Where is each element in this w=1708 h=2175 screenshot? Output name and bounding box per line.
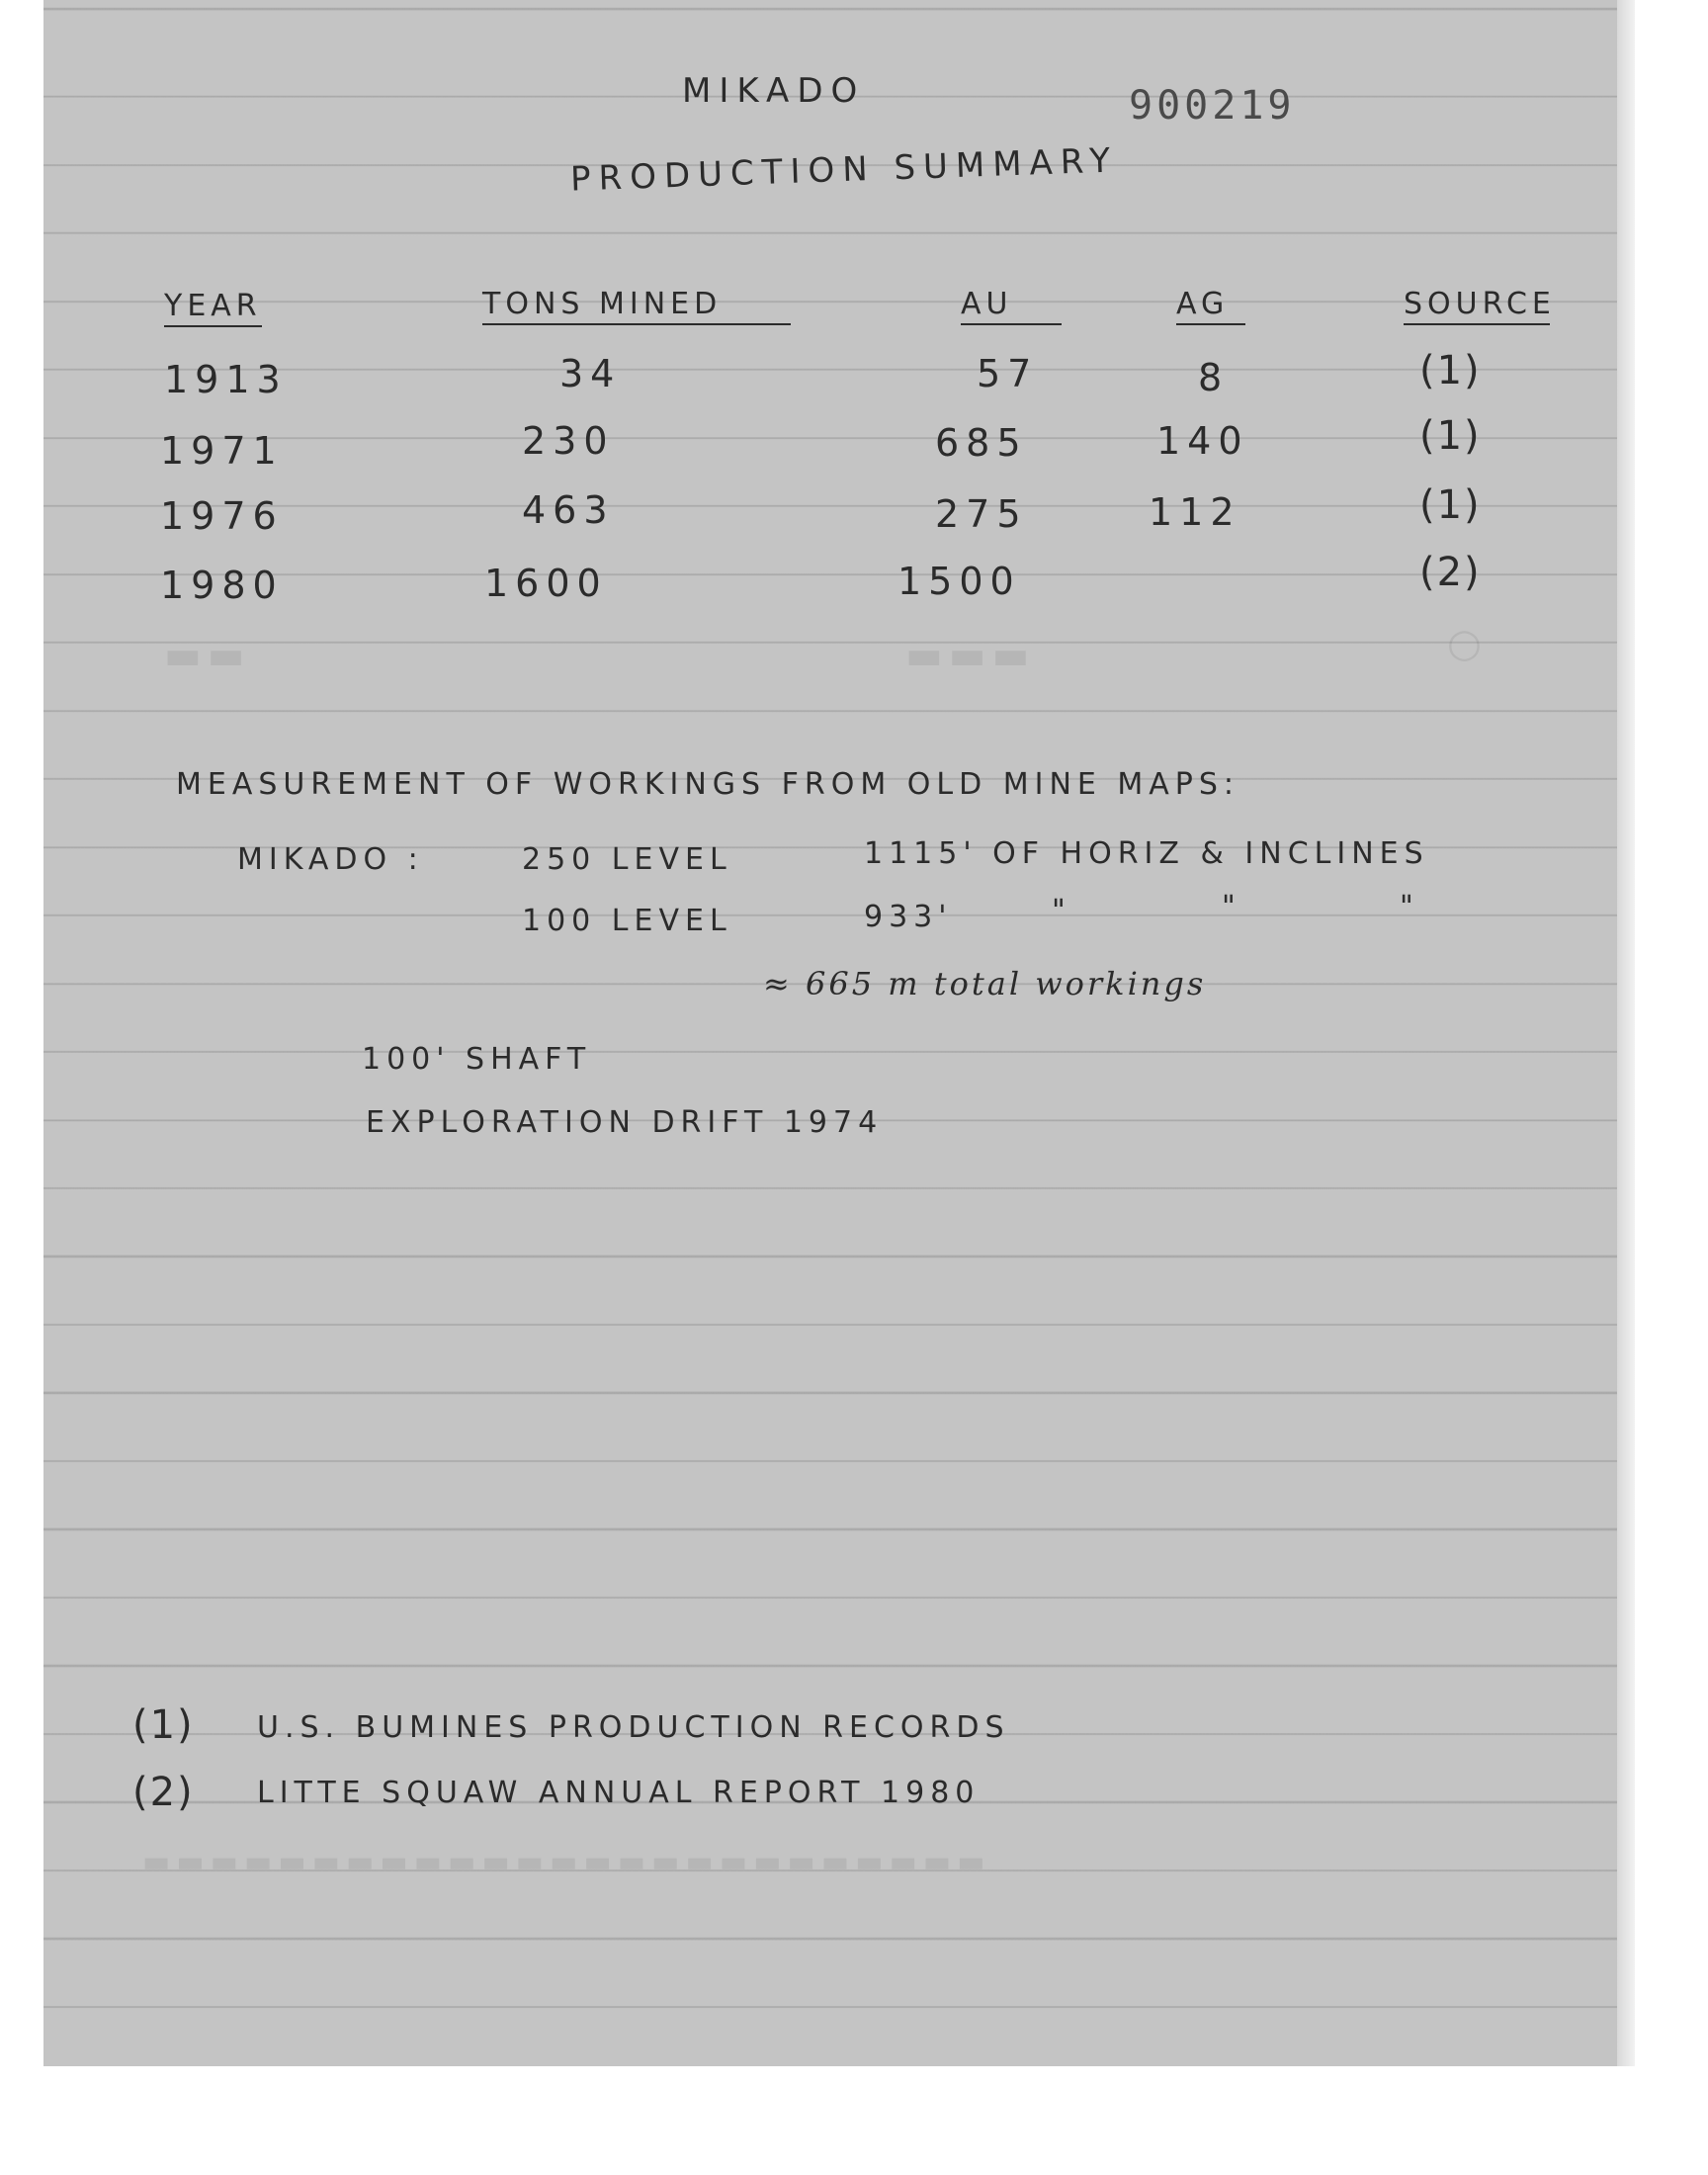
- footnote-2-marker: (2): [132, 1770, 195, 1815]
- measurement-heading: MEASUREMENT OF WORKINGS FROM OLD MINE MAPS:: [176, 767, 1240, 802]
- row-1971-au: 685: [935, 421, 1028, 465]
- title-production-summary: PRODUCTION SUMMARY: [569, 140, 1119, 200]
- ditto-mark: ": [1052, 894, 1071, 928]
- row-1976-au: 275: [935, 492, 1028, 536]
- row-1971-year: 1971: [160, 429, 284, 473]
- row-1913-source: (1): [1419, 348, 1482, 393]
- footnote-2-text: LITTE SQUAW ANNUAL REPORT 1980: [257, 1776, 981, 1810]
- ditto-mark: ": [1400, 890, 1419, 924]
- row-1913-tons: 34: [559, 352, 622, 395]
- row-1971-source: (1): [1419, 413, 1482, 459]
- measurement-shaft: 100' SHAFT: [362, 1042, 592, 1077]
- header-ag: AG: [1176, 287, 1245, 325]
- title-mine-name: MIKADO: [682, 71, 866, 111]
- row-1980-source: (2): [1419, 550, 1482, 595]
- bleed-through-mark: ▬▬▬: [905, 633, 1036, 678]
- measurement-250-level: 250 LEVEL: [522, 842, 732, 877]
- measurement-250-length: 1115' OF HORIZ & INCLINES: [864, 836, 1429, 871]
- header-tons-mined: TONS MINED: [482, 287, 791, 325]
- page-edge: [1617, 0, 1635, 2066]
- header-source: SOURCE: [1404, 287, 1550, 325]
- row-1976-ag: 112: [1149, 490, 1241, 534]
- measurement-mine-label: MIKADO :: [237, 842, 424, 877]
- measurement-total-workings: ≈ 665 m total workings: [763, 965, 1207, 1002]
- row-1980-au: 1500: [897, 560, 1021, 603]
- bleed-through-mark: ○: [1447, 621, 1488, 666]
- header-au: AU: [961, 287, 1062, 325]
- footnote-1-marker: (1): [132, 1702, 195, 1748]
- bleed-through-mark: ▬▬: [164, 633, 251, 678]
- measurement-100-length: 933': [864, 900, 953, 934]
- measurement-exploration-drift: EXPLORATION DRIFT 1974: [366, 1105, 884, 1140]
- row-1976-tons: 463: [522, 488, 615, 532]
- row-1980-year: 1980: [160, 564, 284, 607]
- row-1976-year: 1976: [160, 494, 284, 538]
- document-number: 900219: [1129, 83, 1296, 129]
- row-1980-tons: 1600: [484, 562, 608, 605]
- footnote-1-text: U.S. BUMINES PRODUCTION RECORDS: [257, 1710, 1010, 1745]
- ditto-mark: ": [1222, 890, 1241, 924]
- notebook-page: [43, 0, 1617, 2066]
- measurement-100-level: 100 LEVEL: [522, 904, 732, 938]
- row-1971-ag: 140: [1156, 419, 1249, 463]
- row-1976-source: (1): [1419, 482, 1482, 528]
- erased-line-mark: ▬▬▬▬▬▬▬▬▬▬▬▬▬▬▬▬▬▬▬▬▬▬▬▬▬: [142, 1845, 991, 1879]
- header-year: YEAR: [164, 289, 262, 327]
- row-1913-au: 57: [977, 352, 1039, 395]
- row-1913-year: 1913: [164, 358, 288, 401]
- row-1913-ag: 8: [1198, 356, 1230, 399]
- row-1971-tons: 230: [522, 419, 615, 463]
